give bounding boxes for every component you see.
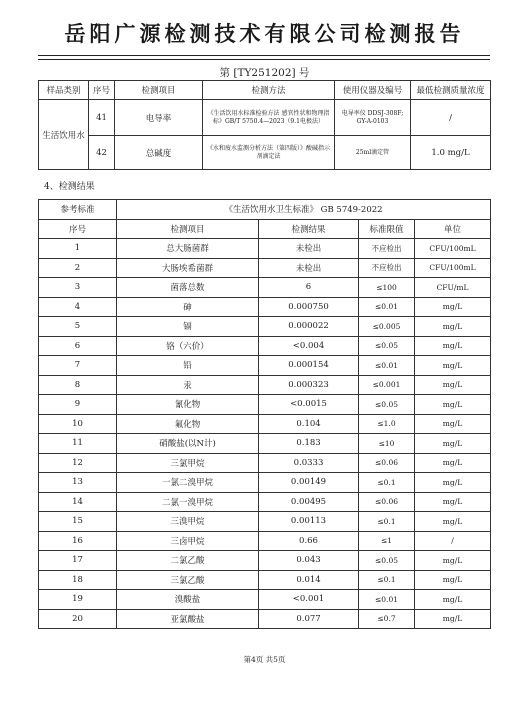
row-unit: mg/L xyxy=(415,512,491,532)
row-limit: ≤0.05 xyxy=(359,551,415,571)
row-no: 17 xyxy=(39,551,117,571)
row-unit: mg/L xyxy=(415,473,491,493)
header-no: 序号 xyxy=(39,219,117,239)
row-result: 0.043 xyxy=(259,551,359,571)
row-limit: ≤0.1 xyxy=(359,473,415,493)
table-row xyxy=(39,258,491,278)
table-row xyxy=(39,239,491,259)
table-row xyxy=(39,336,491,356)
row-no: 19 xyxy=(39,590,117,610)
table-row xyxy=(39,609,491,629)
table-row xyxy=(39,375,491,395)
results-header xyxy=(39,219,491,239)
row-no: 14 xyxy=(39,492,117,512)
title-rule-top xyxy=(38,55,490,56)
row-limit: ≤0.005 xyxy=(359,317,415,337)
row-result: 0.0333 xyxy=(259,453,359,473)
row-method: 《生活饮用水标准检验方法 感官性状和物理指标》GB/T 5750.4—2023（9.1电极法） xyxy=(203,100,335,136)
row-unit: CFU/100mL xyxy=(415,239,491,259)
row-result: <0.001 xyxy=(259,590,359,610)
row-no: 20 xyxy=(39,609,117,629)
row-item: 汞 xyxy=(117,375,259,395)
table-row xyxy=(39,297,491,317)
row-result: 0.00113 xyxy=(259,512,359,532)
row-unit: mg/L xyxy=(415,414,491,434)
row-item: 硝酸盐(以N计) xyxy=(117,434,259,454)
row-item: 三氯乙酸 xyxy=(117,570,259,590)
header-limit: 标准限值 xyxy=(359,219,415,239)
row-item: 一氯二溴甲烷 xyxy=(117,473,259,493)
row-limit: 不应检出 xyxy=(359,258,415,278)
row-item: 溴酸盐 xyxy=(117,590,259,610)
row-item: 总大肠菌群 xyxy=(117,239,259,259)
row-result: <0.004 xyxy=(259,336,359,356)
row-no: 15 xyxy=(39,512,117,532)
table-row xyxy=(39,100,491,136)
sample-category: 生活饮用水 xyxy=(39,100,89,170)
row-instrument: 25ml滴定管 xyxy=(335,136,411,170)
row-no: 1 xyxy=(39,239,117,259)
section-title: 4、检测结果 xyxy=(44,182,95,192)
row-instrument: 电导率仪 DDSJ-308F; GY-A-0103 xyxy=(335,100,411,136)
row-limit: ≤1 xyxy=(359,531,415,551)
method-table xyxy=(38,80,491,170)
table-row xyxy=(39,414,491,434)
row-item: 电导率 xyxy=(115,100,203,136)
header-method: 检测方法 xyxy=(203,81,335,100)
row-limit: ≤0.1 xyxy=(359,512,415,532)
row-no: 42 xyxy=(89,136,115,170)
row-item: 砷 xyxy=(117,297,259,317)
row-result: 0.000323 xyxy=(259,375,359,395)
table-row xyxy=(39,278,491,298)
row-no: 6 xyxy=(39,336,117,356)
table-row xyxy=(39,356,491,376)
row-no: 8 xyxy=(39,375,117,395)
table-row xyxy=(39,317,491,337)
row-limit: 1.0 mg/L xyxy=(411,136,491,170)
row-item: 三溴甲烷 xyxy=(117,512,259,532)
row-limit: / xyxy=(411,100,491,136)
header-result: 检测结果 xyxy=(259,219,359,239)
row-result: 0.00495 xyxy=(259,492,359,512)
row-item: 总碱度 xyxy=(115,136,203,170)
row-result: 0.183 xyxy=(259,434,359,454)
row-result: 0.014 xyxy=(259,570,359,590)
row-limit: ≤10 xyxy=(359,434,415,454)
row-unit: mg/L xyxy=(415,570,491,590)
header-item: 检测项目 xyxy=(117,219,259,239)
table-row xyxy=(39,492,491,512)
row-limit: ≤0.001 xyxy=(359,375,415,395)
table-row xyxy=(39,531,491,551)
row-item: 氟化物 xyxy=(117,414,259,434)
row-item: 镉 xyxy=(117,317,259,337)
row-result: 未检出 xyxy=(259,258,359,278)
row-unit: mg/L xyxy=(415,375,491,395)
table-row xyxy=(39,570,491,590)
row-result: 6 xyxy=(259,278,359,298)
row-item: 菌落总数 xyxy=(117,278,259,298)
row-result: 未检出 xyxy=(259,239,359,259)
row-no: 41 xyxy=(89,100,115,136)
row-no: 4 xyxy=(39,297,117,317)
table-row xyxy=(39,395,491,415)
row-unit: mg/L xyxy=(415,590,491,610)
row-unit: mg/L xyxy=(415,492,491,512)
row-unit: / xyxy=(415,531,491,551)
table-row xyxy=(39,434,491,454)
header-item: 检测项目 xyxy=(115,81,203,100)
row-result: 0.66 xyxy=(259,531,359,551)
row-limit: ≤100 xyxy=(359,278,415,298)
row-method: 《水和废水监测分析方法（第四版）》酸碱指示剂滴定法 xyxy=(203,136,335,170)
row-result: <0.0015 xyxy=(259,395,359,415)
row-item: 亚氯酸盐 xyxy=(117,609,259,629)
row-item: 铅 xyxy=(117,356,259,376)
row-item: 三氯甲烷 xyxy=(117,453,259,473)
row-result: 0.000022 xyxy=(259,317,359,337)
row-limit: ≤1.0 xyxy=(359,414,415,434)
row-item: 大肠埃希菌群 xyxy=(117,258,259,278)
row-limit: ≤0.01 xyxy=(359,356,415,376)
row-no: 16 xyxy=(39,531,117,551)
row-limit: 不应检出 xyxy=(359,239,415,259)
header-sample-category: 样品类别 xyxy=(39,81,89,100)
row-unit: mg/L xyxy=(415,395,491,415)
row-no: 5 xyxy=(39,317,117,337)
table-row xyxy=(39,453,491,473)
table-row xyxy=(39,590,491,610)
header-min-conc: 最低检测质量浓度 xyxy=(411,81,491,100)
results-table xyxy=(38,199,491,629)
method-table-header xyxy=(39,81,491,100)
row-no: 10 xyxy=(39,414,117,434)
report-number: 第 [TY251202] 号 xyxy=(219,67,310,79)
row-item: 铬（六价） xyxy=(117,336,259,356)
row-no: 3 xyxy=(39,278,117,298)
row-result: 0.104 xyxy=(259,414,359,434)
table-row xyxy=(39,512,491,532)
header-unit: 单位 xyxy=(415,219,491,239)
page-footer: 第4页 共5页 xyxy=(243,655,286,664)
row-no: 11 xyxy=(39,434,117,454)
row-unit: mg/L xyxy=(415,434,491,454)
table-row xyxy=(39,473,491,493)
row-no: 7 xyxy=(39,356,117,376)
row-limit: ≤0.05 xyxy=(359,336,415,356)
row-no: 12 xyxy=(39,453,117,473)
row-unit: mg/L xyxy=(415,551,491,571)
table-row xyxy=(39,136,491,170)
row-result: 0.000154 xyxy=(259,356,359,376)
row-no: 18 xyxy=(39,570,117,590)
header-seq: 序号 xyxy=(89,81,115,100)
standard-row xyxy=(39,200,491,220)
row-unit: mg/L xyxy=(415,356,491,376)
standard-value: 《生活饮用水卫生标准》 GB 5749-2022 xyxy=(117,200,491,220)
row-unit: mg/L xyxy=(415,317,491,337)
row-no: 9 xyxy=(39,395,117,415)
row-unit: CFU/100mL xyxy=(415,258,491,278)
row-limit: ≤0.06 xyxy=(359,453,415,473)
row-limit: ≤0.01 xyxy=(359,297,415,317)
row-unit: CFU/mL xyxy=(415,278,491,298)
report-title: 岳阳广源检测技术有限公司检测报告 xyxy=(64,22,465,46)
row-result: 0.077 xyxy=(259,609,359,629)
row-result: 0.000750 xyxy=(259,297,359,317)
row-limit: ≤0.06 xyxy=(359,492,415,512)
row-no: 13 xyxy=(39,473,117,493)
row-result: 0.00149 xyxy=(259,473,359,493)
table-row xyxy=(39,551,491,571)
row-item: 三卤甲烷 xyxy=(117,531,259,551)
row-limit: ≤0.7 xyxy=(359,609,415,629)
row-no: 2 xyxy=(39,258,117,278)
row-unit: mg/L xyxy=(415,297,491,317)
row-item: 二氯乙酸 xyxy=(117,551,259,571)
row-unit: mg/L xyxy=(415,336,491,356)
row-unit: mg/L xyxy=(415,609,491,629)
row-unit: mg/L xyxy=(415,453,491,473)
row-limit: ≤0.05 xyxy=(359,395,415,415)
row-item: 氰化物 xyxy=(117,395,259,415)
row-item: 二氯一溴甲烷 xyxy=(117,492,259,512)
row-limit: ≤0.01 xyxy=(359,590,415,610)
standard-label: 参考标准 xyxy=(39,200,117,220)
header-instrument: 使用仪器及编号 xyxy=(335,81,411,100)
title-rule-bottom xyxy=(38,59,490,60)
row-limit: ≤0.1 xyxy=(359,570,415,590)
